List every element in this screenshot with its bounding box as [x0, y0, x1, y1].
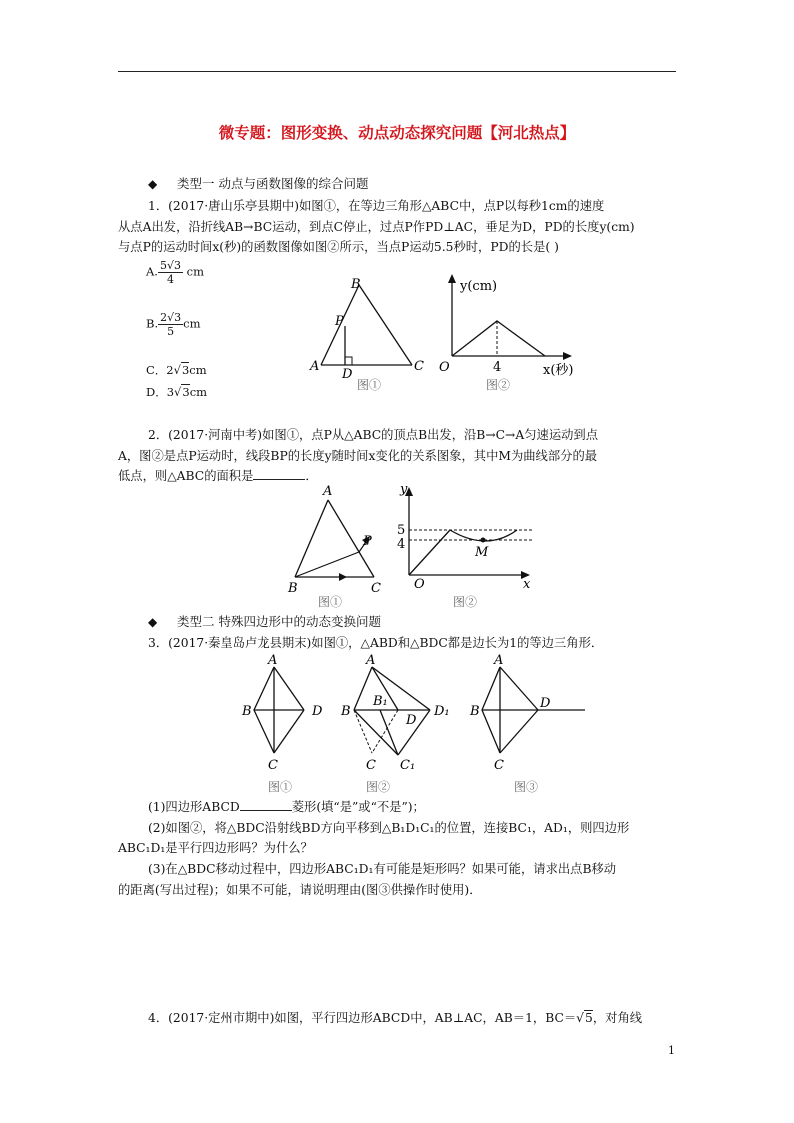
label-b: B [242, 704, 252, 719]
label-c: C [268, 758, 278, 773]
fraction-denominator: 5 [167, 325, 175, 338]
q4-line1: 4．(2017·定州市期中)如图，平行四边形ABCD中，AB⊥AC，AB＝1，BC＝√5，对角线 [148, 1011, 643, 1025]
label-a: A [323, 484, 333, 499]
label-b1: B₁ [373, 694, 388, 709]
side-ab [354, 667, 372, 710]
label-b: B [341, 704, 351, 719]
tick-4: 4 [397, 537, 406, 552]
label-c: C [414, 359, 424, 374]
label-d: D [312, 704, 323, 719]
fraction-numerator: 2√3 [160, 311, 182, 324]
q2-figure-2 [395, 480, 540, 612]
x-axis-arrow [563, 352, 572, 360]
caption: 图① [357, 378, 382, 392]
label-a: A [268, 653, 278, 668]
caption: 图① [318, 595, 343, 609]
origin-label: O [414, 577, 425, 592]
origin-label: O [439, 360, 450, 375]
caption: 图① [268, 780, 293, 794]
side-dc [274, 710, 304, 753]
label-d: D [342, 367, 353, 382]
q3-sub3-line2: 的距离(写出过程)；如果不可能，请说明理由(图③供操作时使用)． [118, 883, 482, 897]
side-bc [359, 285, 412, 365]
y-axis-arrow [448, 274, 456, 283]
side-ad [500, 667, 538, 710]
label-b: B [351, 277, 361, 292]
caption: 图② [486, 378, 511, 392]
fraction-numerator: 5√3 [159, 259, 181, 272]
section-type2 [148, 612, 381, 630]
point-m [481, 538, 486, 543]
diamond-icon: ◆ [148, 615, 158, 629]
q2-line3: 低点，则△ABC的面积是 ． [118, 469, 318, 483]
q3-figure-2 [336, 653, 466, 797]
q3-figure-1 [240, 653, 332, 797]
section-label: 类型二 特殊四边形中的动态变换问题 [177, 614, 381, 629]
label-c: C [371, 581, 381, 596]
label-p: P [363, 534, 372, 549]
fraction-denominator: 4 [166, 273, 174, 286]
q3-figure-3 [468, 653, 590, 797]
dashed-bc [354, 710, 372, 753]
q1-option-b: B. $\frac{2√3}{5}$ cm [146, 311, 201, 338]
q2-line1: 2．(2017·河南中考)如图①，点P从△ABC的顶点B出发，沿B→C→A匀速运动到点 [148, 428, 599, 442]
section-label: 类型一 动点与函数图像的综合问题 [177, 176, 369, 191]
q1-figure-2 [430, 268, 590, 396]
q3-sub3-line1: (3)在△BDC移动过程中，四边形ABC₁D₁有可能是矩形吗？如果可能，请求出点B移动 [148, 862, 617, 876]
label-c1: C₁ [400, 758, 416, 773]
q3-line1: 3．(2017·秦皇岛卢龙县期末)如图①，△ABD和△BDC都是边长为1的等边三角形． [148, 636, 604, 650]
q1-option-d: D．3√3cm [146, 385, 208, 399]
section-type1 [148, 174, 368, 192]
side-ad [274, 667, 304, 710]
answer-blank [253, 467, 305, 480]
label-m: M [475, 545, 489, 560]
q3-sub2-line2: ABC₁D₁是平行四边形吗？为什么？ [118, 841, 313, 855]
y-label: y(cm) [460, 279, 498, 294]
q2-figure-1 [285, 482, 390, 612]
segment-bc1 [354, 710, 398, 755]
header-rule [118, 71, 676, 72]
label-c: C [366, 758, 376, 773]
q1-line1: 1．(2017·唐山乐亭县期中)如图①，在等边三角形△ABC中，点P以每秒1cm的速度 [148, 199, 605, 213]
q1-figure-1 [305, 272, 435, 396]
page-number: 1 [668, 1044, 675, 1057]
q1-line2: 从点A出发，沿折线AB→BC运动，到点C停止，过点P作PD⊥AC，垂足为D，PD的长度y(cm) [118, 220, 635, 234]
label-d: D [540, 696, 551, 711]
right-angle-mark [345, 357, 352, 365]
tick-5: 5 [397, 523, 406, 538]
side-dc [500, 710, 538, 753]
caption: 图② [453, 595, 478, 609]
label-b: B [288, 581, 298, 596]
caption: 图③ [514, 780, 539, 794]
label-b: B [470, 704, 480, 719]
label-p: P [335, 314, 344, 329]
arrow-bc [339, 573, 347, 581]
graph-line [452, 321, 545, 356]
label-a: A [494, 653, 504, 668]
page-title: 微专题：图形变换、动点动态探究问题【河北热点】 [218, 124, 576, 142]
label-d: D [406, 713, 417, 728]
y-label: y [400, 482, 408, 497]
x-label: x(秒) [543, 363, 574, 378]
label-c: C [494, 758, 504, 773]
q2-line2: A，图②是点P运动时，线段BP的长度y随时间x变化的关系图象，其中M为曲线部分的最 [118, 449, 598, 463]
label-d1: D₁ [434, 704, 450, 719]
label-a: A [310, 359, 320, 374]
x-label: x [523, 577, 531, 592]
diamond-icon: ◆ [148, 177, 158, 191]
q1-line3: 与点P的运动时间x(秒)的函数图像如图②所示，当点P运动5.5秒时，PD的长是( ) [118, 240, 559, 254]
graph-linear [409, 530, 450, 575]
q3-sub1: (1)四边形ABCD 菱形(填“是”或“不是”)； [148, 800, 425, 814]
caption: 图② [366, 780, 391, 794]
tick-label: 4 [493, 360, 502, 375]
side-b1c1 [380, 710, 398, 755]
q3-sub2-line1: (2)如图②，将△BDC沿射线BD方向平移到△B₁D₁C₁的位置，连接BC₁，AD₁，则四边形 [148, 821, 630, 835]
label-a: A [366, 653, 376, 668]
q1-option-c: C．2√3cm [146, 363, 207, 377]
answer-blank [240, 798, 292, 811]
q1-option-a: A. $\frac{5√3}{4}$ cm [146, 259, 204, 286]
